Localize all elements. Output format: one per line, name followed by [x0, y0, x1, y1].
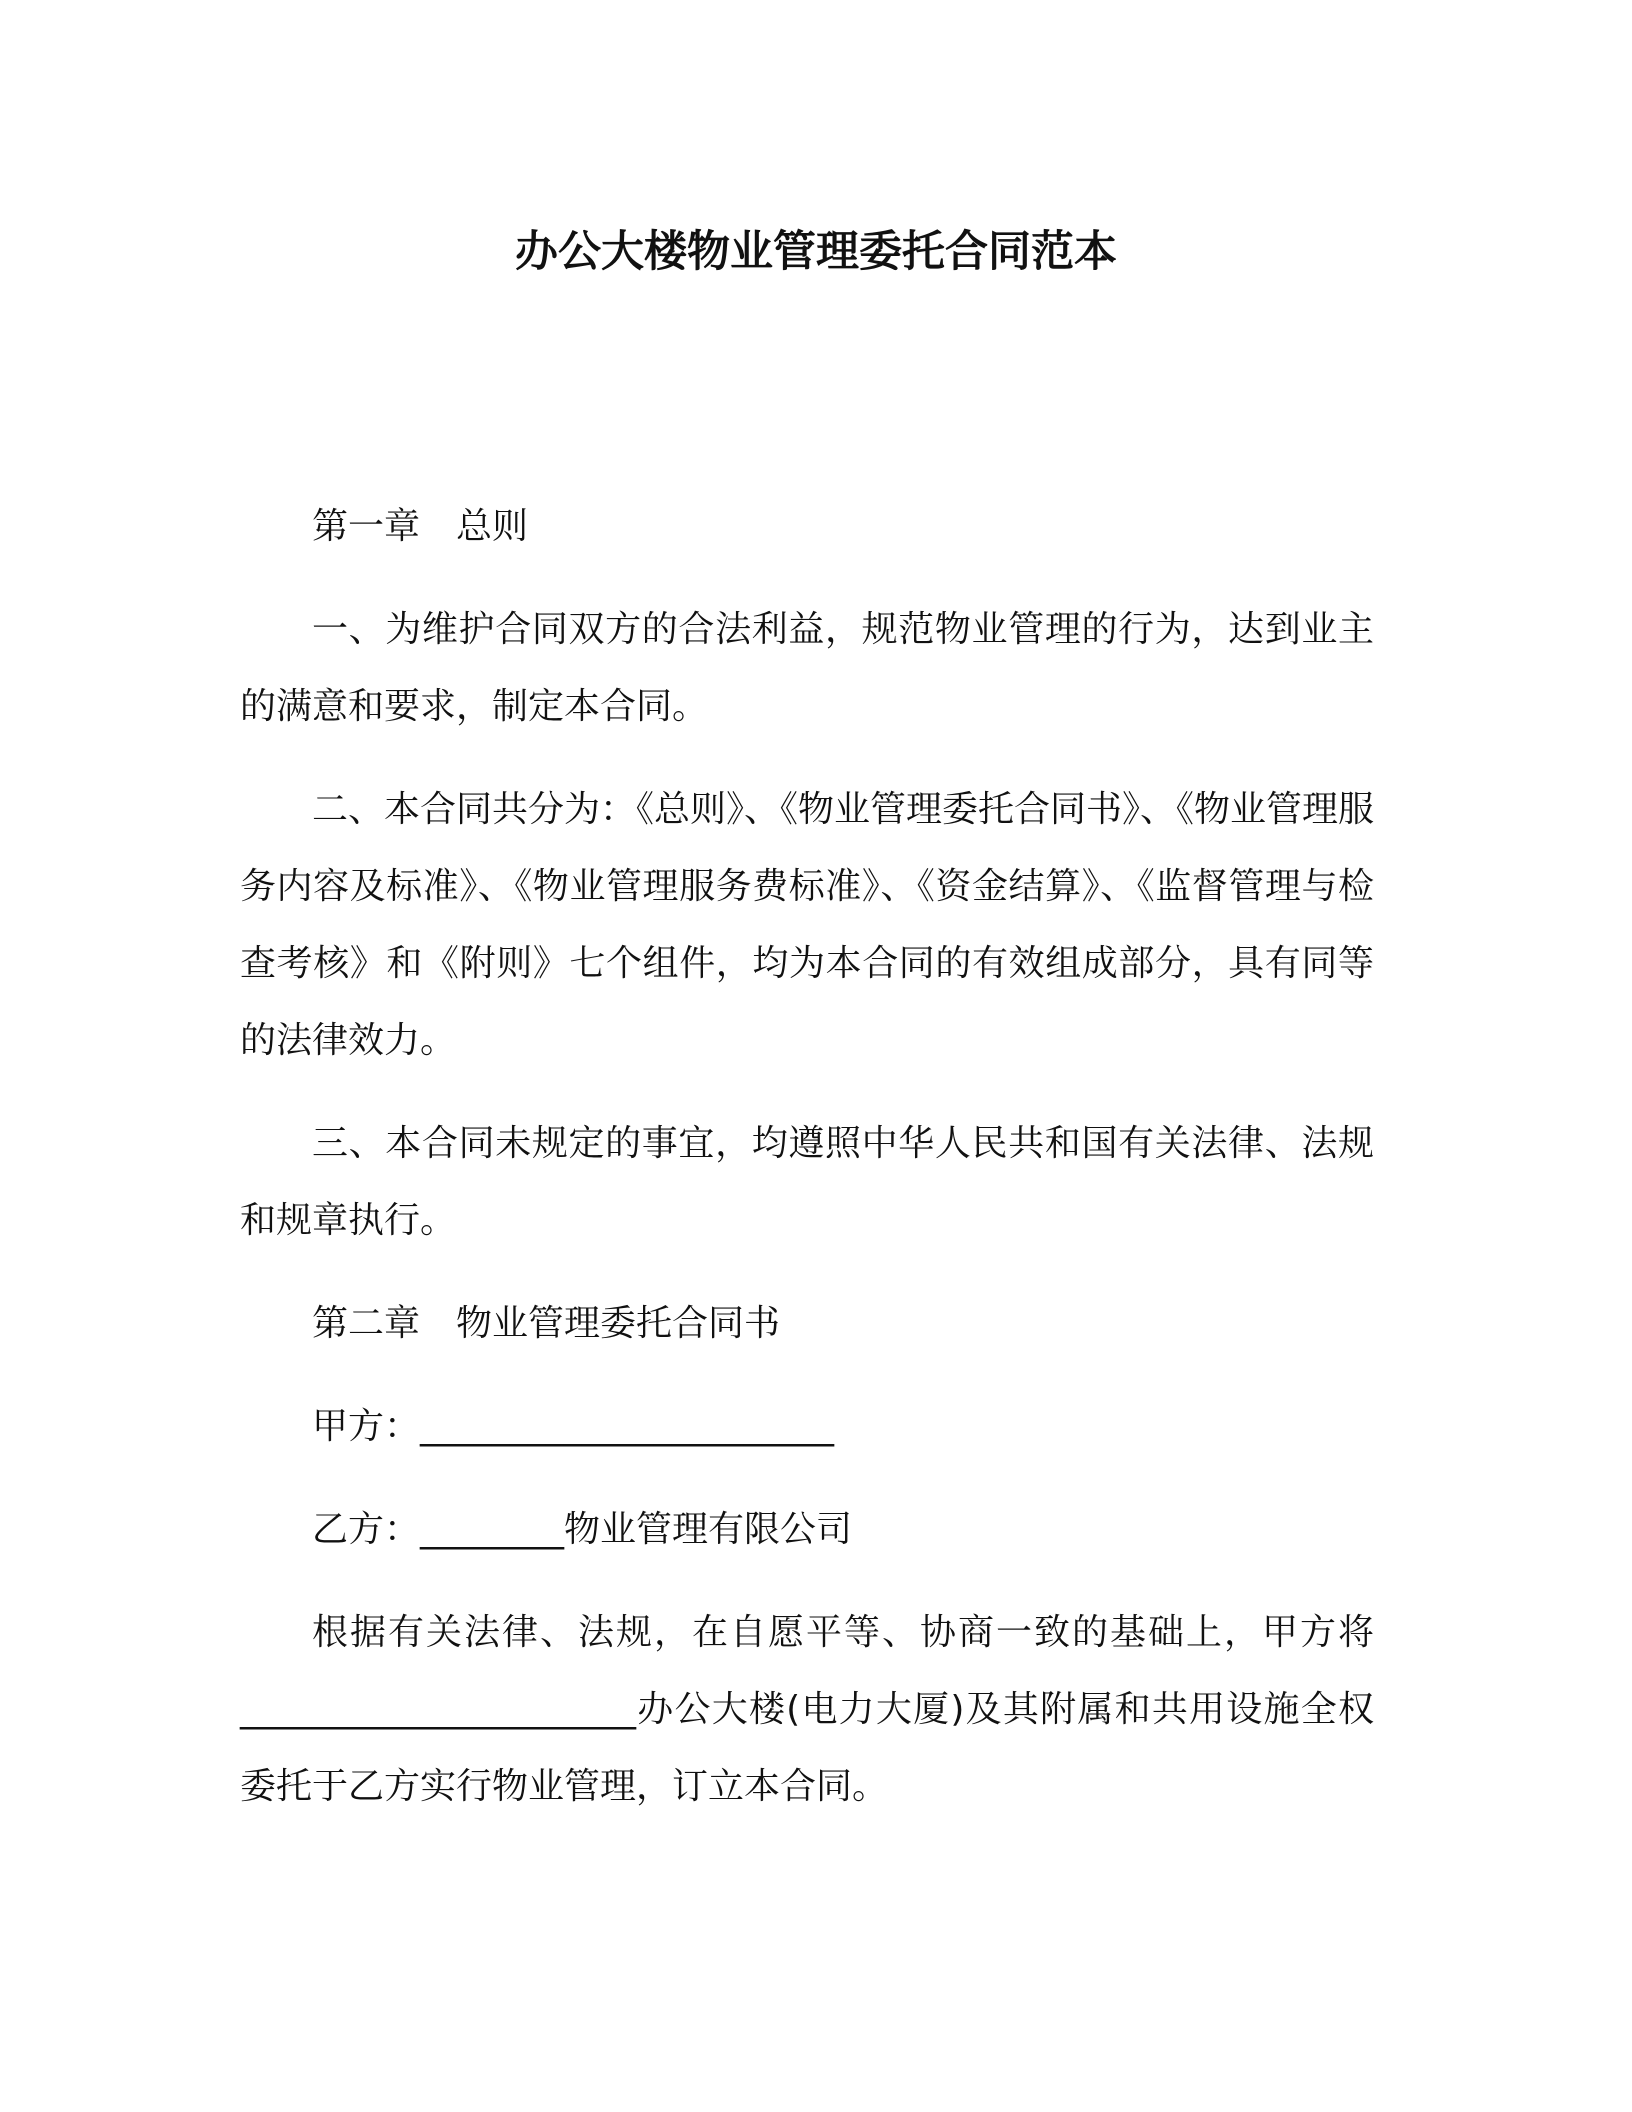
chapter-1-clause-1: 一、为维护合同双方的合法利益，规范物业管理的行为，达到业主的满意和要求，制定本合同。: [240, 609, 1374, 727]
chapter-2-heading: 第二章 物业管理委托合同书: [312, 1303, 781, 1344]
party-b-line: 乙方：________物业管理有限公司: [312, 1509, 853, 1550]
contract-intro-part-1: 根据有关法律、法规，在自愿平等、协商一致的基础上，甲方将: [312, 1612, 1374, 1653]
chapter-1-clause-2: 二、本合同共分为：《总则》、《物业管理委托合同书》、《物业管理服务内容及标准》、《物业管理服务费标准》、《资金结算》、《监督管理与检查考核》和《附则》七个组件，均为本合同的有效组成部分，具有同等的法律效力。: [240, 789, 1375, 1061]
contract-intro-paragraph: [240, 1594, 1374, 1825]
document-title: 办公大楼物业管理委托合同范本: [515, 227, 1117, 277]
chapter-1-heading: 第一章 总则: [312, 506, 529, 547]
party-a-line: 甲方：_______________________: [312, 1406, 835, 1447]
contract-intro-blank: ______________________: [240, 1689, 636, 1730]
contract-intro-part-2: 办公大楼(电力大厦)及其附属和共用设施全权委托于乙方实行物业管理，订立本合同。: [240, 1689, 1374, 1807]
chapter-1-clause-3: 三、本合同未规定的事宜，均遵照中华人民共和国有关法律、法规和规章执行。: [240, 1123, 1374, 1241]
document-body: [240, 488, 1374, 1851]
